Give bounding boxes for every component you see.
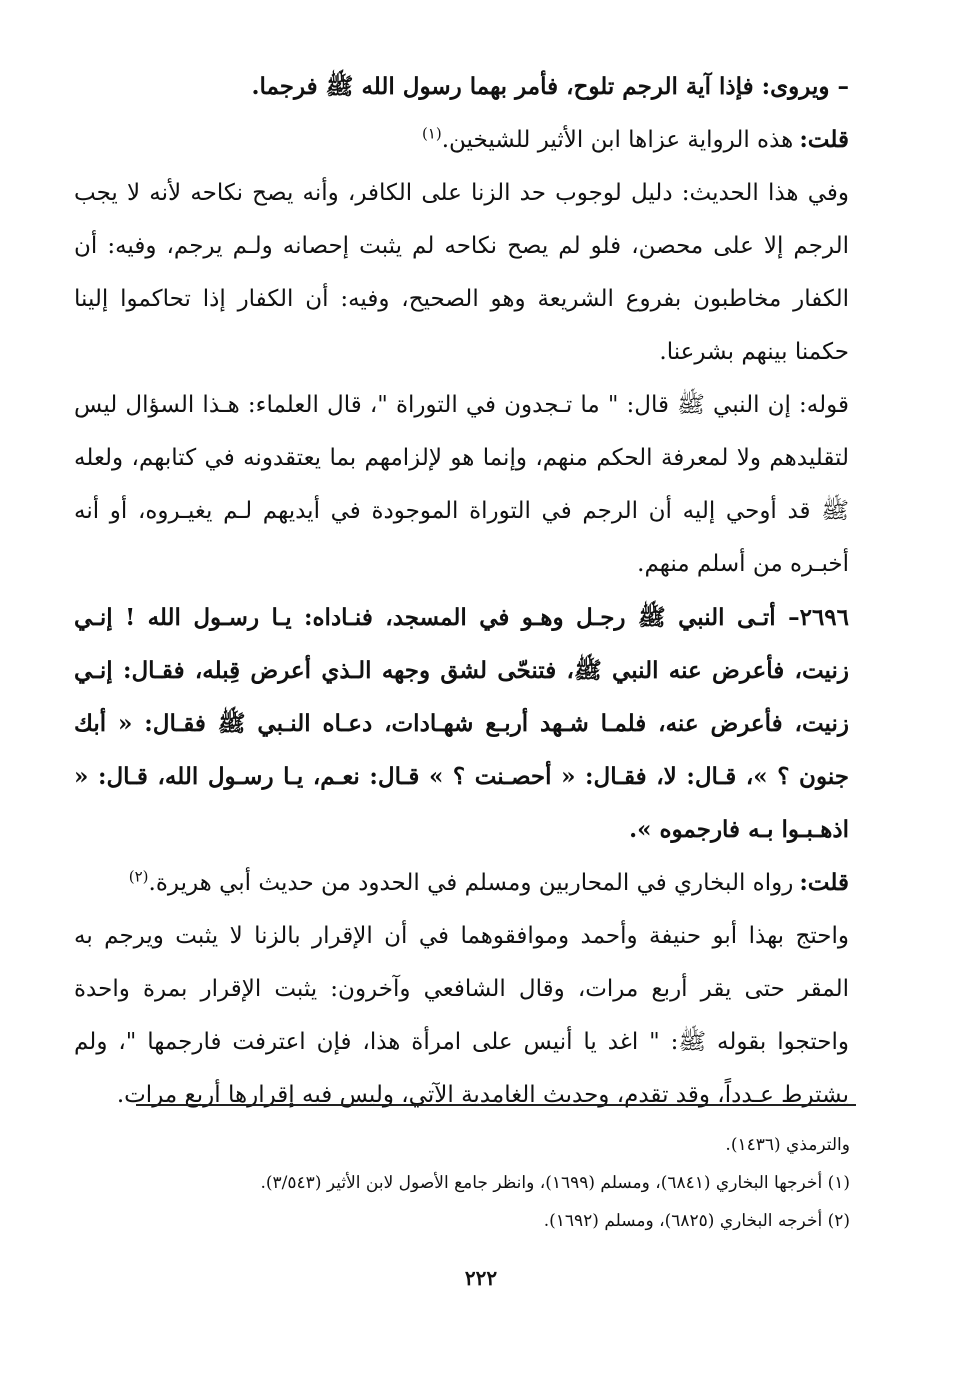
paragraph-text: واحتج بهذا أبو حنيفة وأحمد وموافقوهما في أن الإقرار بالزنا لا يثبت ويرجم به المقر حتى يقر أربع مرات، وقال الشافعي وآخرون: يثبت الإقرار بمرة واحدة واحتجوا بقوله ﷺ: " اغد يا أنيس على امرأة هذا، فإن اعترفت فارجمها "، ولم يشترط عـدداً، وقد تقدم، وحديث الغامدية الآتي، وليس فيه إقرارها أربع مرات. xyxy=(74,923,849,1108)
paragraph-text: قوله: إن النبي ﷺ قال: " ما تـجدون في التوراة "، قال العلماء: هـذا السؤال ليس لتقليدهم ولا لمعرفة الحكم منهم، وإنما هو لإلزامهم بما يعتقدونه في كتابهم، ولعله ﷺ قد أوحي إليه أن الرجم في التوراة الموجودة في أيديهم لـم يغيـروه، أو أنه أخبـره من أسلم منهم. xyxy=(74,392,849,577)
paragraph-text: هذه الرواية عزاها ابن الأثير للشيخين. xyxy=(441,127,794,153)
hadith-2696 xyxy=(74,591,849,856)
paragraph-qultu-1 xyxy=(74,113,849,167)
paragraph-qultu-2 xyxy=(74,856,849,910)
paragraph-text: رواه البخاري في المحاربين ومسلم في الحدود من حديث أبي هريرة. xyxy=(148,870,794,896)
page-number: ٢٢٢ xyxy=(464,1266,498,1290)
footnote-marker: (٢) xyxy=(128,867,149,886)
footnote-2: (٢) أخرجه البخاري (٦٨٢٥)، ومسلم (١٦٩٢). xyxy=(543,1211,850,1231)
paragraph-narration xyxy=(74,60,849,113)
paragraph-text: – ويروى: فإذا آية الرجم تلوح، فأمر بهما رسول الله ﷺ فرجما. xyxy=(251,73,849,100)
main-text xyxy=(74,60,849,1122)
qultu-label: قلت: xyxy=(799,126,849,153)
footnotes xyxy=(110,1126,850,1240)
qultu-label: قلت: xyxy=(799,869,849,896)
paragraph-text: ٢٦٩٦– أتـى النبي ﷺ رجـل وهـو في المسجد، فنـاداه: يـا رسـول الله ! إنـي زنيت، فأعرض عنه النبي ﷺ، فتنحّى لشق وجهه الـذي أعرض قِبله، فقـال: إنـي زنيت، فأعرض عنه، فلمـا شـهد أربـع شهـادات، دعـاه النـبي ﷺ فقـال: « أبك جنون ؟ »، قـال: لا، فقـال: « أحصـنت ؟ » قـال: نعـم، يـا رسـول الله، قـال: « اذهـبـوا بـه فارجموه ». xyxy=(74,604,850,843)
footnote-continuation: والترمذي (١٤٣٦). xyxy=(725,1135,850,1155)
paragraph-commentary-1 xyxy=(74,167,849,379)
footnote-1: (١) أخرجها البخاري (٦٨٤١)، ومسلم (١٦٩٩)، وانظر جامع الأصول لابن الأثير (٣/٥٤٣). xyxy=(260,1173,850,1193)
footnote-divider xyxy=(136,1104,856,1106)
paragraph-text: وفي هذا الحديث: دليل لوجوب حد الزنا على الكافر، وأنه يصح نكاحه لأنه لا يجب الرجم إلا على محصن، فلو لم يصح نكاحه لم يثبت إحصانه ولـم يرجم، وفيه: أن الكفار مخاطبون بفروع الشريعة وهو الصحيح، وفيه: أن الكفار إذا تحاكموا إلينا حكمنا بينهم بشرعنا. xyxy=(74,180,849,365)
paragraph-commentary-2 xyxy=(74,379,849,591)
footnote-marker: (١) xyxy=(421,124,442,143)
paragraph-commentary-3 xyxy=(74,910,849,1122)
